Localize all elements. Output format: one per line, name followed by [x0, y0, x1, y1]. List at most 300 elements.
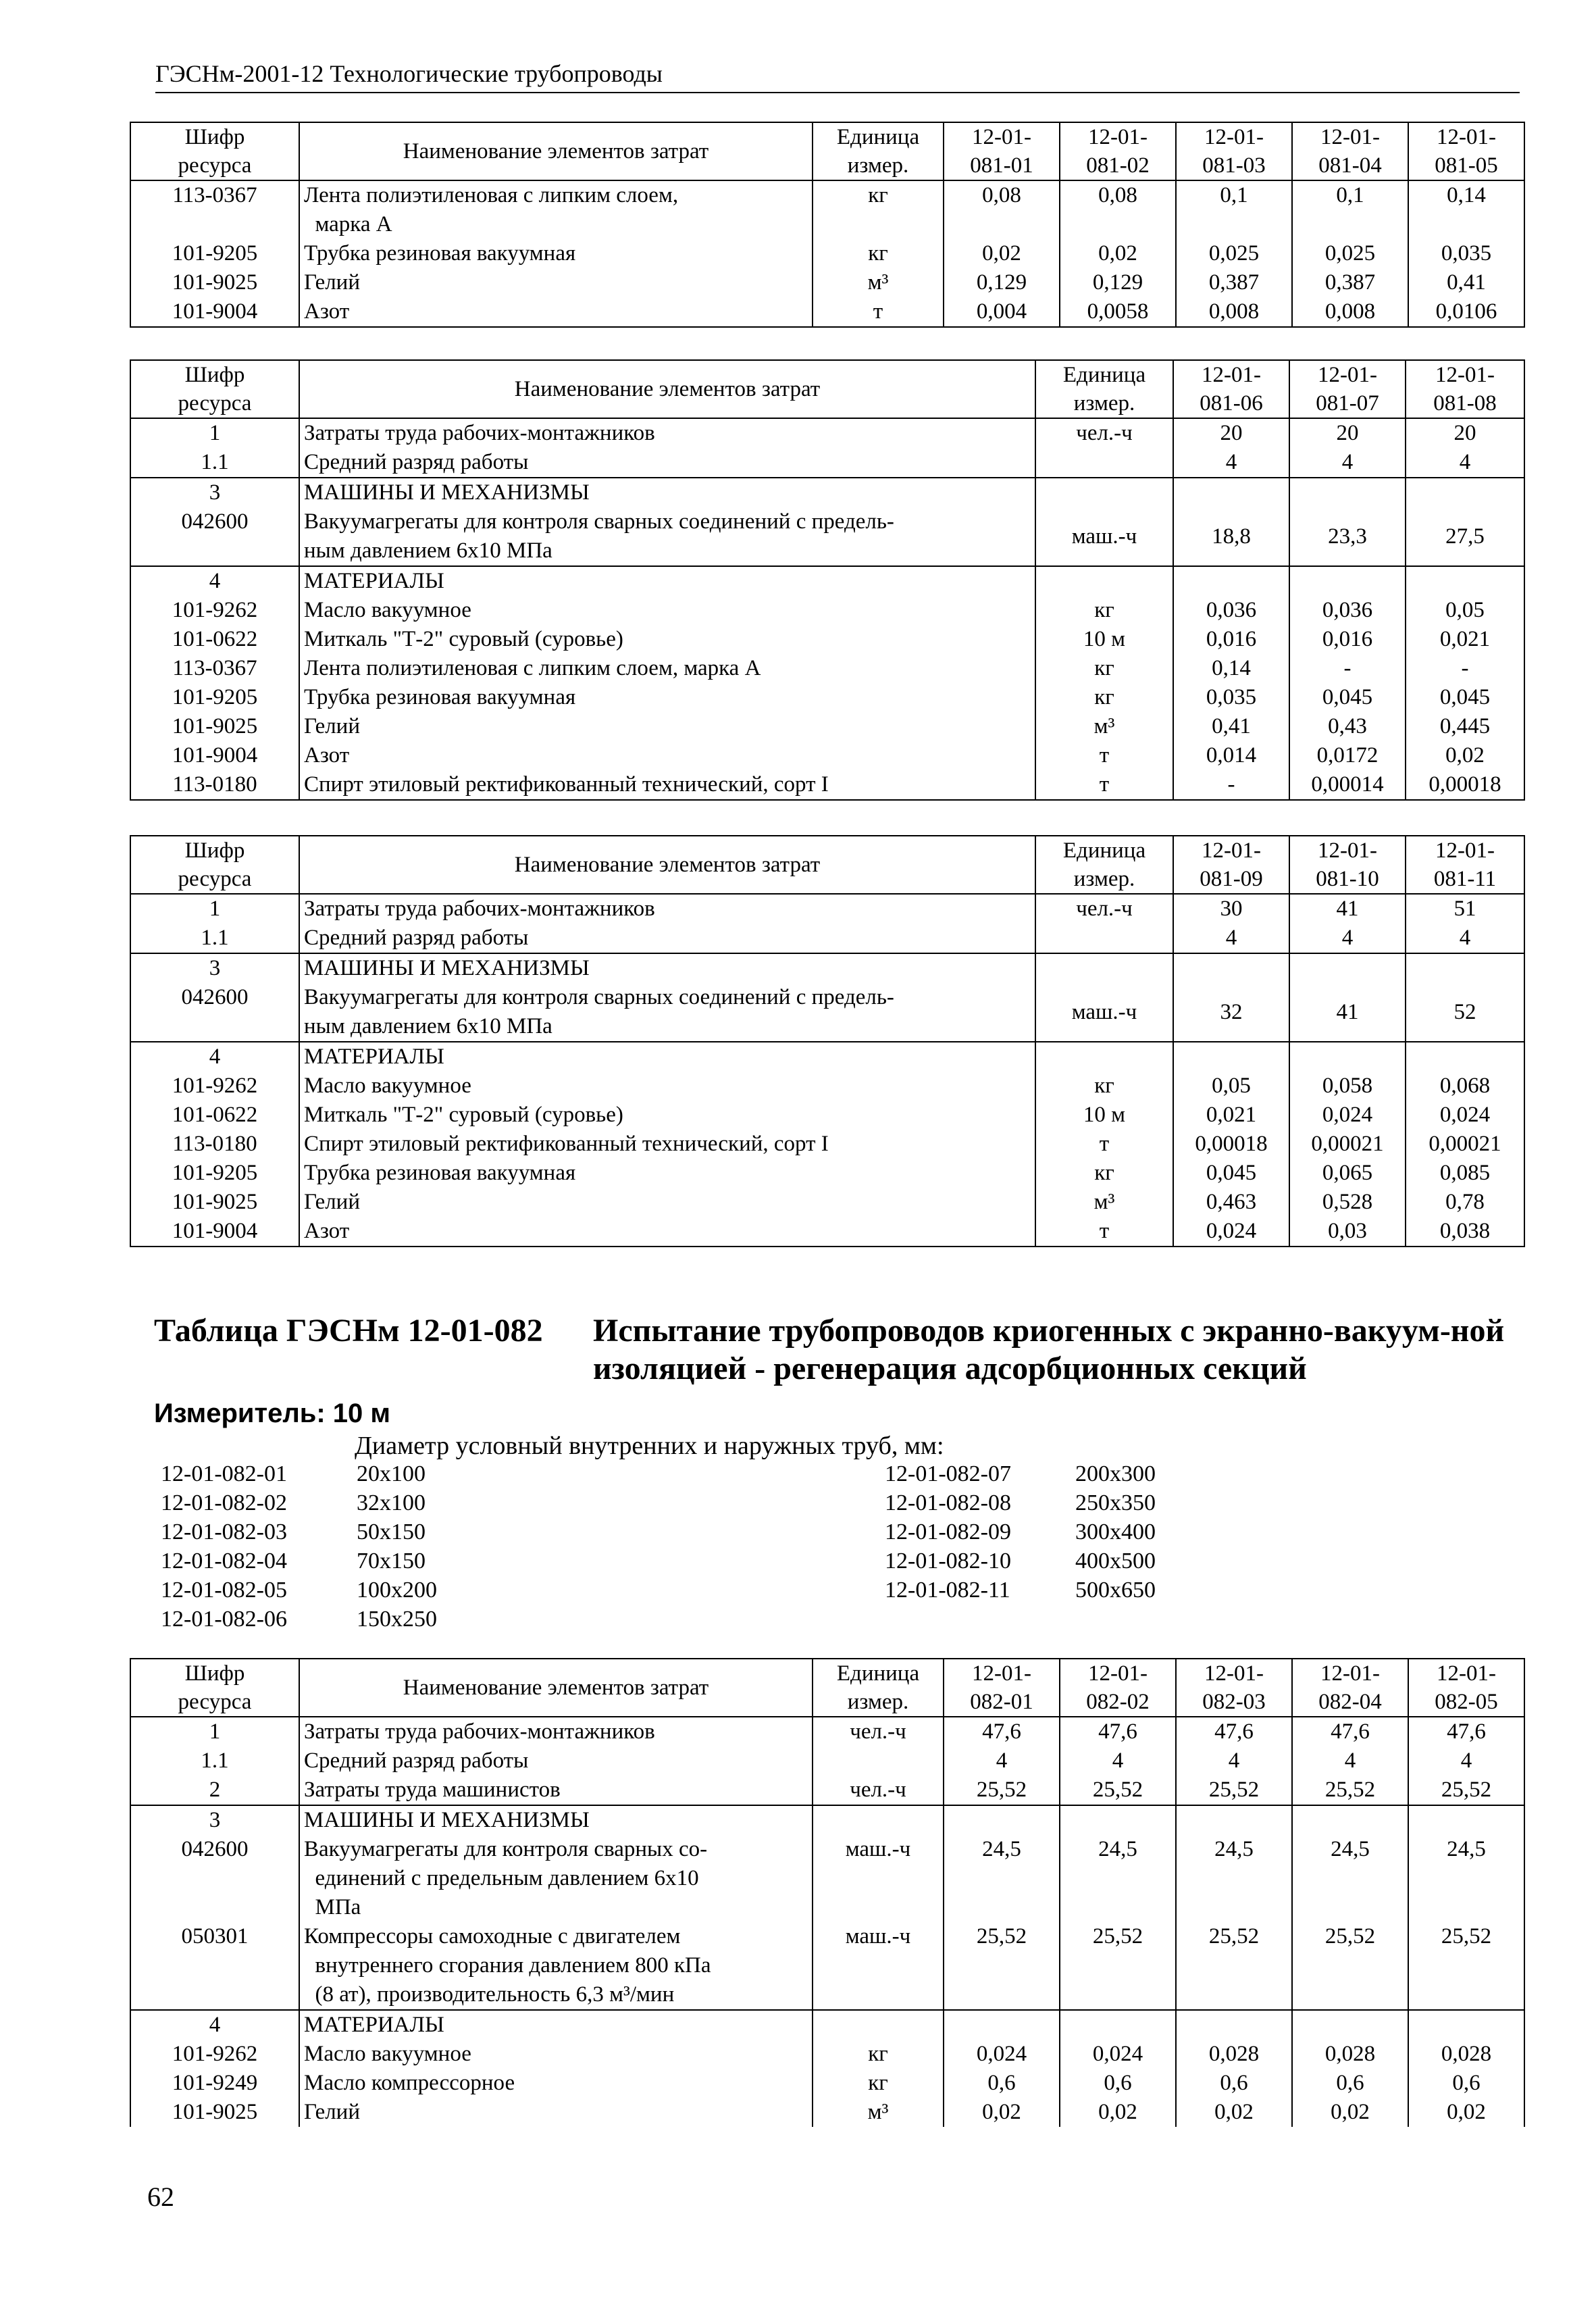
value: 0,025	[1176, 239, 1292, 268]
resource-code: 101-9262	[130, 1072, 299, 1101]
value: 0,02	[1406, 741, 1524, 770]
resource-code: 042600	[130, 507, 299, 566]
unit: т	[1035, 770, 1173, 800]
cost-table-081-09-11	[130, 835, 1525, 1247]
unit: кг	[1035, 683, 1173, 712]
resource-code: 101-9004	[130, 741, 299, 770]
value: 47,6	[1408, 1717, 1524, 1746]
value: 25,52	[1060, 1776, 1176, 1805]
value: 0,02	[1292, 2098, 1408, 2127]
resource-name: Лента полиэтиленовая с липким слоем, марка А	[299, 180, 813, 239]
value: 0,129	[1060, 268, 1176, 297]
col-rate-header: 12-01- 082-04	[1292, 1659, 1408, 1717]
value: 41	[1289, 894, 1406, 924]
resource-code: 101-0622	[130, 1101, 299, 1130]
value: 32	[1173, 983, 1289, 1042]
resource-code: 1.1	[130, 1746, 299, 1776]
resource-code: 101-0622	[130, 625, 299, 654]
value: 0,068	[1406, 1072, 1524, 1101]
resource-name: Масло вакуумное	[299, 596, 1035, 625]
page-number: 62	[147, 2182, 174, 2212]
table-title-text: Испытание трубопроводов криогенных с экранно-вакуум-ной изоляцией - регенерация адсорбционных секций	[593, 1313, 1505, 1386]
value: -	[1406, 654, 1524, 683]
value: 0,0058	[1060, 297, 1176, 327]
resource-code: 113-0367	[130, 654, 299, 683]
rate-code: 12-01-082-01	[161, 1461, 287, 1486]
value: 0,02	[944, 239, 1060, 268]
value: 25,52	[1292, 1922, 1408, 2010]
table-row	[130, 2098, 1524, 2127]
rate-code: 12-01-082-09	[885, 1519, 1011, 1544]
value: 0,00021	[1289, 1130, 1406, 1159]
value: 0,03	[1289, 1217, 1406, 1247]
unit: м³	[1035, 712, 1173, 741]
value: 0,045	[1173, 1159, 1289, 1188]
value: 0,035	[1173, 683, 1289, 712]
resource-code: 113-0180	[130, 770, 299, 800]
section-row	[130, 953, 1524, 983]
value: 0,129	[944, 268, 1060, 297]
resource-code: 1	[130, 418, 299, 448]
cost-table-082-01-05	[130, 1658, 1525, 2127]
resource-code: 113-0367	[130, 180, 299, 239]
resource-code: 1.1	[130, 924, 299, 953]
value: 25,52	[944, 1776, 1060, 1805]
table-row	[130, 625, 1524, 654]
resource-name: Трубка резиновая вакуумная	[299, 1159, 1035, 1188]
resource-code: 101-9262	[130, 596, 299, 625]
table-row	[130, 683, 1524, 712]
value: 0,045	[1406, 683, 1524, 712]
value: 0,008	[1176, 297, 1292, 327]
table-row	[130, 1217, 1524, 1247]
table-row	[130, 596, 1524, 625]
resource-code: 101-9004	[130, 1217, 299, 1247]
value: 0,036	[1173, 596, 1289, 625]
value: 52	[1406, 983, 1524, 1042]
rate-code: 12-01-082-10	[885, 1549, 1011, 1574]
rate-dimension: 250x350	[1075, 1490, 1156, 1515]
col-rate-header: 12-01- 082-05	[1408, 1659, 1524, 1717]
value: 0,6	[1176, 2069, 1292, 2098]
col-rate-header: 12-01- 081-08	[1406, 360, 1524, 418]
table-row	[130, 2069, 1524, 2098]
rate-dims-right	[1075, 1459, 1156, 1605]
col-code-header: Шифр ресурса	[130, 360, 299, 418]
unit: маш.-ч	[813, 1922, 944, 2010]
value: 0,028	[1292, 2040, 1408, 2069]
value: 24,5	[1408, 1835, 1524, 1922]
resource-code: 101-9205	[130, 683, 299, 712]
resource-name: Средний разряд работы	[299, 448, 1035, 478]
cost-table-081-06-08	[130, 359, 1525, 801]
col-code-header: Шифр ресурса	[130, 1659, 299, 1717]
value: 25,52	[1060, 1922, 1176, 2010]
section-code: 4	[130, 2010, 299, 2040]
section-row	[130, 566, 1524, 596]
table-row	[130, 712, 1524, 741]
resource-code: 101-9262	[130, 2040, 299, 2069]
value: 25,52	[1176, 1922, 1292, 2010]
col-unit-header: Единица измер.	[1035, 836, 1173, 894]
value: 0,05	[1173, 1072, 1289, 1101]
resource-code: 101-9004	[130, 297, 299, 327]
section-title: МАШИНЫ И МЕХАНИЗМЫ	[299, 478, 1035, 507]
value: 0,00021	[1406, 1130, 1524, 1159]
col-unit-header: Единица измер.	[813, 1659, 944, 1717]
col-name-header: Наименование элементов затрат	[299, 836, 1035, 894]
table-row	[130, 924, 1524, 953]
table-row	[130, 507, 1524, 566]
page-header: ГЭСНм-2001-12 Технологические трубопроводы	[155, 59, 1520, 93]
value: 47,6	[1060, 1717, 1176, 1746]
rate-dimension: 150x250	[357, 1607, 437, 1632]
rate-code: 12-01-082-08	[885, 1490, 1011, 1515]
value: 47,6	[1176, 1717, 1292, 1746]
section-row	[130, 1042, 1524, 1072]
section-code: 3	[130, 1805, 299, 1835]
resource-code: 042600	[130, 983, 299, 1042]
rate-dimension: 20x100	[357, 1461, 426, 1486]
value: 0,41	[1408, 268, 1524, 297]
value: 4	[1173, 924, 1289, 953]
resource-code: 1.1	[130, 448, 299, 478]
rate-dimension: 50x150	[357, 1519, 426, 1544]
unit: м³	[813, 2098, 944, 2127]
value: 20	[1406, 418, 1524, 448]
table-row	[130, 1746, 1524, 1776]
value: 0,085	[1406, 1159, 1524, 1188]
value: 20	[1289, 418, 1406, 448]
table-title-code: Таблица ГЭСНм 12-01-082	[154, 1313, 543, 1349]
value: 4	[1406, 448, 1524, 478]
value: 0,00018	[1406, 770, 1524, 800]
col-name-header: Наименование элементов затрат	[299, 360, 1035, 418]
value: 0,004	[944, 297, 1060, 327]
col-rate-header: 12-01- 081-04	[1292, 122, 1408, 180]
resource-name: Масло вакуумное	[299, 1072, 1035, 1101]
resource-name: Спирт этиловый ректификованный технический, сорт I	[299, 1130, 1035, 1159]
table-row	[130, 2040, 1524, 2069]
unit: чел.-ч	[813, 1717, 944, 1746]
col-name-header: Наименование элементов затрат	[299, 1659, 813, 1717]
value: 0,6	[944, 2069, 1060, 2098]
value: 25,52	[1292, 1776, 1408, 1805]
resource-code: 101-9249	[130, 2069, 299, 2098]
value: 0,387	[1292, 268, 1408, 297]
unit: т	[1035, 1217, 1173, 1247]
resource-name: Затраты труда рабочих-монтажников	[299, 894, 1035, 924]
table-row	[130, 770, 1524, 800]
table-row	[130, 1188, 1524, 1217]
value: 0,528	[1289, 1188, 1406, 1217]
section-title: МАТЕРИАЛЫ	[299, 1042, 1035, 1072]
table-row	[130, 1922, 1524, 2010]
value: 4	[1289, 448, 1406, 478]
table-row	[130, 1101, 1524, 1130]
section-title: МАТЕРИАЛЫ	[299, 566, 1035, 596]
value: -	[1289, 654, 1406, 683]
value: 0,02	[1176, 2098, 1292, 2127]
table-row	[130, 1130, 1524, 1159]
value: 0,016	[1173, 625, 1289, 654]
table-row	[130, 894, 1524, 924]
resource-code: 050301	[130, 1922, 299, 2010]
table-row	[130, 1072, 1524, 1101]
value: 0,016	[1289, 625, 1406, 654]
table-row	[130, 1835, 1524, 1922]
table-row	[130, 741, 1524, 770]
col-rate-header: 12-01- 082-03	[1176, 1659, 1292, 1717]
col-rate-header: 12-01- 081-09	[1173, 836, 1289, 894]
resource-name: Средний разряд работы	[299, 924, 1035, 953]
section-row	[130, 2010, 1524, 2040]
rate-dimension: 100x200	[357, 1578, 437, 1603]
col-rate-header: 12-01- 081-06	[1173, 360, 1289, 418]
value: -	[1173, 770, 1289, 800]
value: 0,00014	[1289, 770, 1406, 800]
resource-code: 2	[130, 1776, 299, 1805]
value: 4	[1176, 1746, 1292, 1776]
col-rate-header: 12-01- 081-03	[1176, 122, 1292, 180]
col-rate-header: 12-01- 081-01	[944, 122, 1060, 180]
resource-code: 1	[130, 1717, 299, 1746]
section-title: МАШИНЫ И МЕХАНИЗМЫ	[299, 1805, 813, 1835]
table-row	[130, 1159, 1524, 1188]
rate-code: 12-01-082-07	[885, 1461, 1011, 1486]
col-unit-header: Единица измер.	[1035, 360, 1173, 418]
value: 4	[1173, 448, 1289, 478]
unit: кг	[813, 2069, 944, 2098]
resource-code: 1	[130, 894, 299, 924]
resource-name: Азот	[299, 741, 1035, 770]
resource-code: 101-9205	[130, 239, 299, 268]
value: 0,6	[1060, 2069, 1176, 2098]
unit: т	[813, 297, 944, 327]
table-row	[130, 268, 1524, 297]
value: 0,41	[1173, 712, 1289, 741]
value: 25,52	[944, 1922, 1060, 2010]
value: 47,6	[944, 1717, 1060, 1746]
value: 4	[1289, 924, 1406, 953]
resource-name: Вакуумагрегаты для контроля сварных соединений с предель- ным давлением 6х10 МПа	[299, 983, 1035, 1042]
unit: кг	[813, 239, 944, 268]
value: 0,02	[1060, 2098, 1176, 2127]
unit	[1035, 448, 1173, 478]
value: 24,5	[1060, 1835, 1176, 1922]
resource-code: 101-9025	[130, 268, 299, 297]
value: 24,5	[944, 1835, 1060, 1922]
rate-dimension: 400x500	[1075, 1549, 1156, 1574]
value: 0,024	[1406, 1101, 1524, 1130]
resource-name: Лента полиэтиленовая с липким слоем, марка А	[299, 654, 1035, 683]
rate-code: 12-01-082-06	[161, 1607, 287, 1632]
section-title: МАШИНЫ И МЕХАНИЗМЫ	[299, 953, 1035, 983]
value: 0,014	[1173, 741, 1289, 770]
rate-code: 12-01-082-02	[161, 1490, 287, 1515]
resource-name: Вакуумагрегаты для контроля сварных со- единений с предельным давлением 6х10 МПа	[299, 1835, 813, 1922]
unit: кг	[1035, 1159, 1173, 1188]
value: 0,00018	[1173, 1130, 1289, 1159]
rate-codes-left	[161, 1459, 287, 1634]
section-code: 4	[130, 566, 299, 596]
resource-name: Азот	[299, 297, 813, 327]
value: 0,025	[1292, 239, 1408, 268]
table-row	[130, 1717, 1524, 1746]
value: 0,6	[1408, 2069, 1524, 2098]
resource-name: Затраты труда машинистов	[299, 1776, 813, 1805]
resource-name: Миткаль "Т-2" суровый (суровье)	[299, 1101, 1035, 1130]
value: 18,8	[1173, 507, 1289, 566]
unit	[813, 1746, 944, 1776]
unit: м³	[1035, 1188, 1173, 1217]
resource-name: Гелий	[299, 2098, 813, 2127]
resource-name: Трубка резиновая вакуумная	[299, 683, 1035, 712]
unit: чел.-ч	[1035, 418, 1173, 448]
resource-name: Компрессоры самоходные с двигателем внутреннего сгорания давлением 800 кПа (8 ат), производительность 6,3 м³/мин	[299, 1922, 813, 2010]
resource-name: Масло вакуумное	[299, 2040, 813, 2069]
col-rate-header: 12-01- 082-01	[944, 1659, 1060, 1717]
value: 0,1	[1292, 180, 1408, 239]
section-row	[130, 478, 1524, 507]
value: 51	[1406, 894, 1524, 924]
table-row	[130, 418, 1524, 448]
value: 0,6	[1292, 2069, 1408, 2098]
resource-code: 101-9205	[130, 1159, 299, 1188]
unit: т	[1035, 1130, 1173, 1159]
value: 0,024	[1173, 1217, 1289, 1247]
value: 0,08	[1060, 180, 1176, 239]
value: 0,058	[1289, 1072, 1406, 1101]
value: 47,6	[1292, 1717, 1408, 1746]
table-row	[130, 1776, 1524, 1805]
value: 0,08	[944, 180, 1060, 239]
unit: чел.-ч	[813, 1776, 944, 1805]
unit: маш.-ч	[1035, 507, 1173, 566]
resource-name: Миткаль "Т-2" суровый (суровье)	[299, 625, 1035, 654]
rate-dimension: 300x400	[1075, 1519, 1156, 1544]
value: 20	[1173, 418, 1289, 448]
table-row	[130, 983, 1524, 1042]
value: 24,5	[1176, 1835, 1292, 1922]
value: 0,028	[1408, 2040, 1524, 2069]
value: 0,02	[944, 2098, 1060, 2127]
unit: чел.-ч	[1035, 894, 1173, 924]
value: 0,0172	[1289, 741, 1406, 770]
value: 4	[1292, 1746, 1408, 1776]
value: 25,52	[1176, 1776, 1292, 1805]
resource-name: Азот	[299, 1217, 1035, 1247]
section-code: 3	[130, 953, 299, 983]
resource-name: Спирт этиловый ректификованный технический, сорт I	[299, 770, 1035, 800]
rate-code: 12-01-082-11	[885, 1578, 1010, 1603]
value: 0,445	[1406, 712, 1524, 741]
col-rate-header: 12-01- 082-02	[1060, 1659, 1176, 1717]
rate-dimension: 32x100	[357, 1490, 426, 1515]
rate-dimension: 200x300	[1075, 1461, 1156, 1486]
value: 0,02	[1060, 239, 1176, 268]
col-rate-header: 12-01- 081-02	[1060, 122, 1176, 180]
value: 0,14	[1408, 180, 1524, 239]
value: 0,021	[1173, 1101, 1289, 1130]
value: 0,065	[1289, 1159, 1406, 1188]
value: 4	[1060, 1746, 1176, 1776]
value: 23,3	[1289, 507, 1406, 566]
col-rate-header: 12-01- 081-05	[1408, 122, 1524, 180]
col-rate-header: 12-01- 081-10	[1289, 836, 1406, 894]
col-code-header: Шифр ресурса	[130, 122, 299, 180]
value: 24,5	[1292, 1835, 1408, 1922]
col-code-header: Шифр ресурса	[130, 836, 299, 894]
resource-name: Масло компрессорное	[299, 2069, 813, 2098]
value: 41	[1289, 983, 1406, 1042]
value: 0,1	[1176, 180, 1292, 239]
resource-code: 101-9025	[130, 1188, 299, 1217]
measure-unit: Измеритель: 10 м	[154, 1399, 390, 1428]
section-code: 3	[130, 478, 299, 507]
value: 0,463	[1173, 1188, 1289, 1217]
resource-name: Вакуумагрегаты для контроля сварных соединений с предель- ным давлением 6х10 МПа	[299, 507, 1035, 566]
value: 4	[1408, 1746, 1524, 1776]
value: 0,78	[1406, 1188, 1524, 1217]
col-rate-header: 12-01- 081-07	[1289, 360, 1406, 418]
value: 0,028	[1176, 2040, 1292, 2069]
value: 0,038	[1406, 1217, 1524, 1247]
resource-code: 113-0180	[130, 1130, 299, 1159]
value: 0,024	[944, 2040, 1060, 2069]
value: 25,52	[1408, 1776, 1524, 1805]
value: 27,5	[1406, 507, 1524, 566]
value: 0,035	[1408, 239, 1524, 268]
value: 25,52	[1408, 1922, 1524, 2010]
table-row	[130, 654, 1524, 683]
rate-code: 12-01-082-03	[161, 1519, 287, 1544]
resource-name: Гелий	[299, 1188, 1035, 1217]
rate-code: 12-01-082-04	[161, 1549, 287, 1574]
unit: кг	[1035, 1072, 1173, 1101]
value: 0,021	[1406, 625, 1524, 654]
unit: кг	[1035, 596, 1173, 625]
section-title: МАТЕРИАЛЫ	[299, 2010, 813, 2040]
unit: м³	[813, 268, 944, 297]
value: 0,43	[1289, 712, 1406, 741]
value: 0,387	[1176, 268, 1292, 297]
col-rate-header: 12-01- 081-11	[1406, 836, 1524, 894]
resource-name: Гелий	[299, 712, 1035, 741]
unit: маш.-ч	[813, 1835, 944, 1922]
table-row	[130, 239, 1524, 268]
resource-code: 101-9025	[130, 712, 299, 741]
table-row	[130, 448, 1524, 478]
diameter-label: Диаметр условный внутренних и наружных труб, мм:	[355, 1432, 944, 1460]
rate-code: 12-01-082-05	[161, 1578, 287, 1603]
value: 0,05	[1406, 596, 1524, 625]
section-row	[130, 1805, 1524, 1835]
resource-name: Затраты труда рабочих-монтажников	[299, 1717, 813, 1746]
resource-name: Средний разряд работы	[299, 1746, 813, 1776]
col-unit-header: Единица измер.	[813, 122, 944, 180]
table-row	[130, 180, 1524, 239]
value: 0,0106	[1408, 297, 1524, 327]
unit	[1035, 924, 1173, 953]
rate-dimension: 70x150	[357, 1549, 426, 1574]
value: 0,024	[1060, 2040, 1176, 2069]
section-code: 4	[130, 1042, 299, 1072]
resource-code: 101-9025	[130, 2098, 299, 2127]
table-row	[130, 297, 1524, 327]
unit: 10 м	[1035, 625, 1173, 654]
value: 0,14	[1173, 654, 1289, 683]
